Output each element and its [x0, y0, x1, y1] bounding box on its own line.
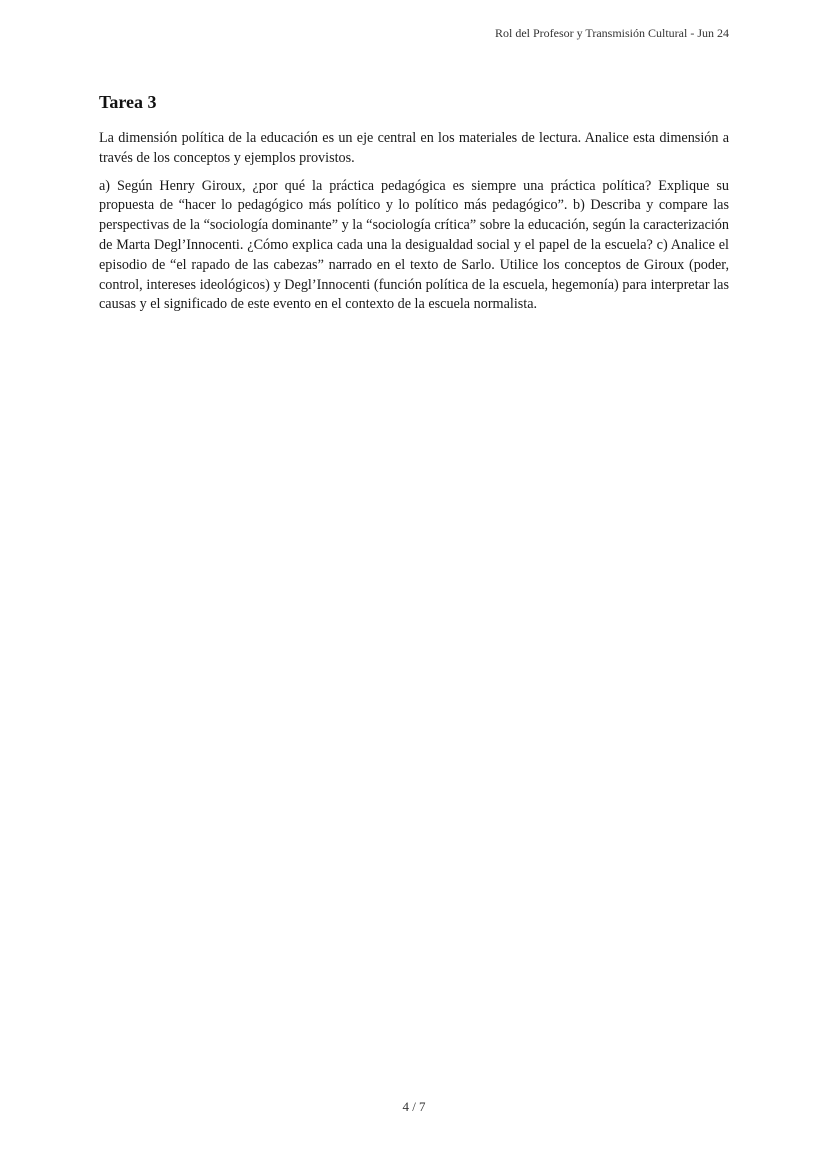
intro-paragraph: La dimensión política de la educación es un eje central en los materiales de lectura. Analice esta dimensión a través de los conceptos y ejemplos provistos.	[99, 130, 729, 166]
document-body	[99, 92, 729, 323]
questions-paragraph: a) Según Henry Giroux, ¿por qué la práctica pedagógica es siempre una práctica política? Explique su propuesta de “hacer lo pedagógico más político y lo político más pedagógico”. b) Describa y compare las perspectivas de la “sociología dominante” y la “sociología crítica” sobre la educación, según la caracterización de Marta Degl’Innocenti. ¿Cómo explica cada una la desigualdad social y el papel de la escuela? c) Analice el episodio de “el rapado de las cabezas” narrado en el texto de Sarlo. Utilice los conceptos de Giroux (poder, control, intereses ideológicos) y Degl’Innocenti (función política de la escuela, hegemonía) para interpretar las causas y el significado de este evento en el contexto de la escuela normalista.	[99, 177, 729, 313]
section-title: Tarea 3	[99, 92, 157, 112]
running-header: Rol del Profesor y Transmisión Cultural - Jun 24	[494, 26, 729, 40]
page-number: 4 / 7	[402, 1099, 426, 1114]
